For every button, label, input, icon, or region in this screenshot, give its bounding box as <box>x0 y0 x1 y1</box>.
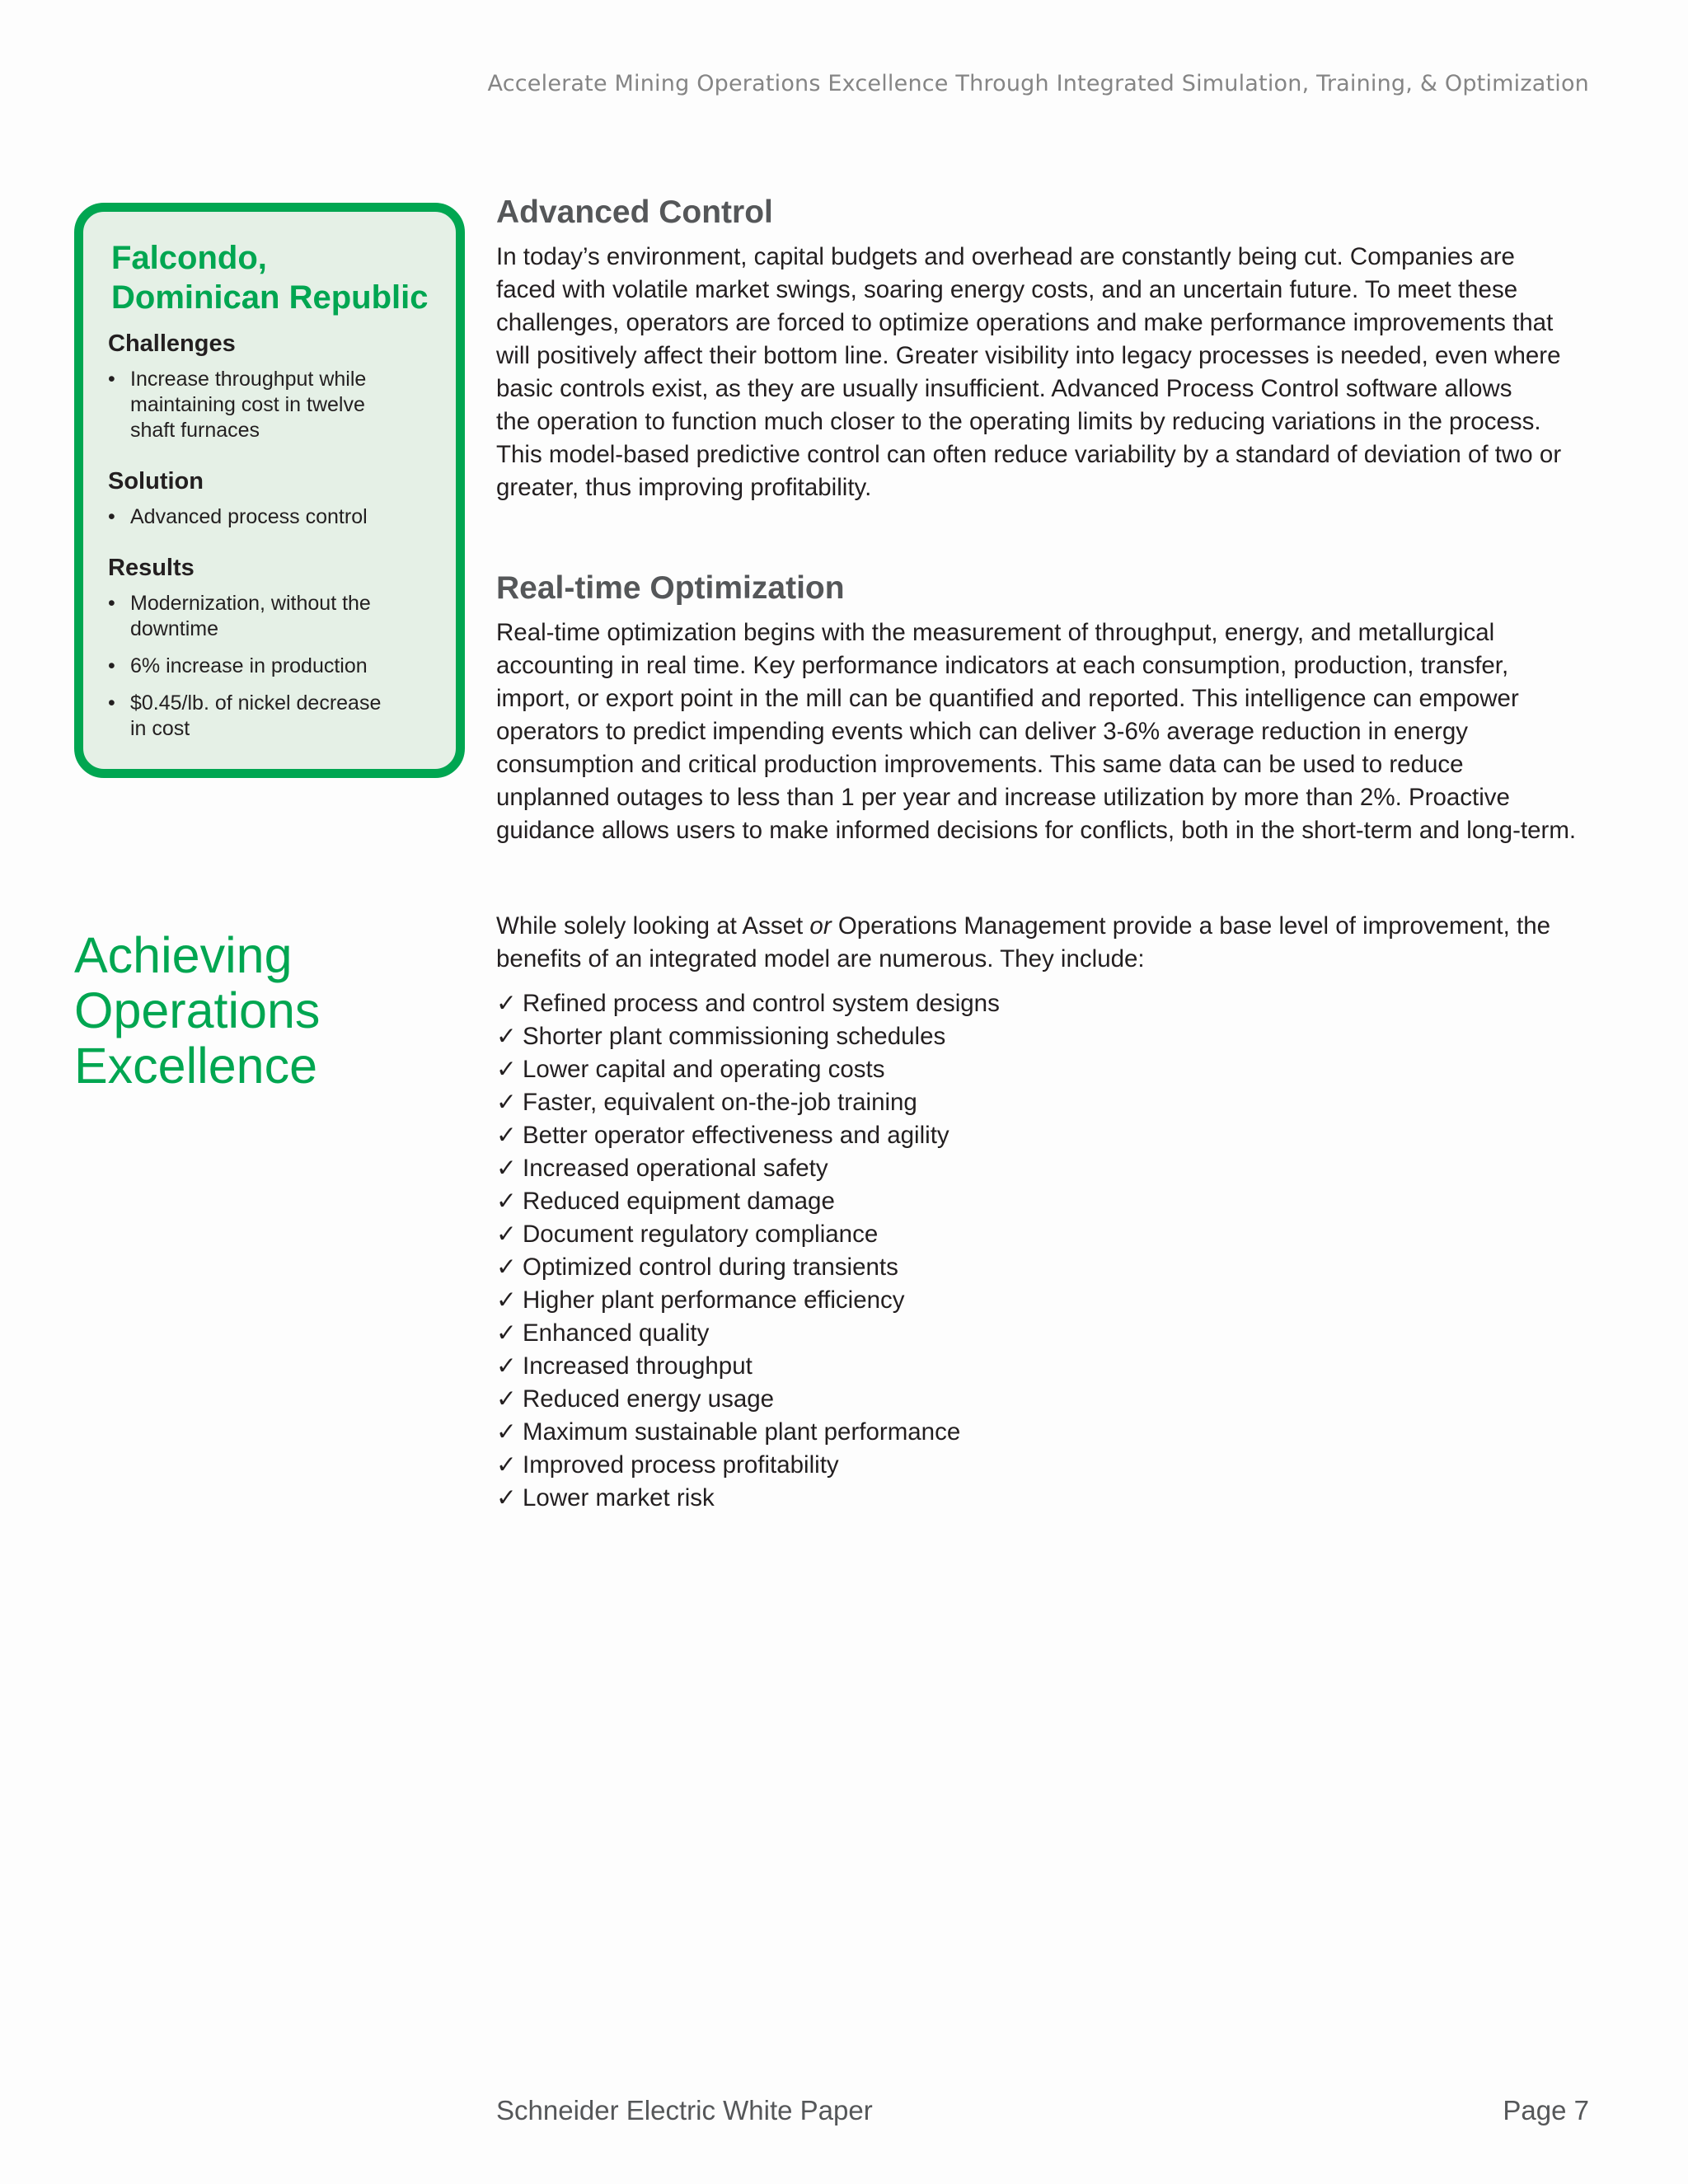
challenges-heading: Challenges <box>108 330 236 357</box>
section-title: Advanced Control <box>496 194 773 230</box>
benefit-item <box>496 1482 1592 1515</box>
list-item: • Increase throughput while maintaining cost in twelve shaft furnaces <box>108 367 439 443</box>
list-item: • Modernization, without the downtime <box>108 591 439 642</box>
benefit-item <box>496 1185 1592 1218</box>
benefit-text: Increased operational safety <box>523 1155 828 1182</box>
benefit-item <box>496 1119 1592 1152</box>
paragraph: In today’s environment, capital budgets and overhead are constantly being cut. Companies are faced with volatile market swings, soaring energy costs, and an uncertain future. To meet these challenges, operators are forced to optimize operations and make performance improvements that will positively affect their bottom line. Greater visibility into legacy processes is needed, even where basic controls exist, as they are usually insufficient. Advanced Process Control software allows the operation to function much closer to the operating limits by reducing variations in the process. This model-based predictive control can often reduce variability by a standard of deviation of two or greater, thus improving profitability. <box>496 243 1562 501</box>
list-item: • $0.45/lb. of nickel decrease in cost <box>108 691 439 742</box>
solution-list <box>108 504 439 530</box>
benefit-item <box>496 1053 1592 1086</box>
checkmark-icon: ✓ <box>496 1056 517 1083</box>
list-item: • 6% increase in production <box>108 654 439 679</box>
results-list <box>108 591 439 742</box>
benefit-text: Higher plant performance efficiency <box>523 1286 905 1314</box>
benefit-item <box>496 1020 1592 1053</box>
benefit-item <box>496 1218 1592 1251</box>
checkmark-icon: ✓ <box>496 1319 517 1347</box>
benefit-item <box>496 1317 1592 1350</box>
benefit-text: Improved process profitability <box>523 1451 839 1479</box>
case-study-box <box>74 203 465 778</box>
benefit-text: Reduced energy usage <box>523 1385 775 1413</box>
checkmark-icon: ✓ <box>496 1451 517 1479</box>
benefit-item <box>496 1284 1592 1317</box>
checkmark-icon: ✓ <box>496 1484 517 1511</box>
benefit-text: Maximum sustainable plant performance <box>523 1418 961 1446</box>
checkmark-icon: ✓ <box>496 1418 517 1446</box>
list-item: • Advanced process control <box>108 504 439 530</box>
integrated-model-section <box>496 910 1592 1515</box>
benefit-text: Refined process and control system designs <box>523 990 1000 1017</box>
results-heading: Results <box>108 555 195 581</box>
benefits-list <box>496 987 1592 1515</box>
checkmark-icon: ✓ <box>496 1221 517 1248</box>
checkmark-icon: ✓ <box>496 1254 517 1281</box>
benefit-item <box>496 1416 1592 1449</box>
benefit-item <box>496 1152 1592 1185</box>
side-heading: Achieving Operations Excellence <box>74 927 321 1094</box>
solution-heading: Solution <box>108 468 204 494</box>
benefit-text: Lower market risk <box>523 1484 715 1511</box>
checkmark-icon: ✓ <box>496 1188 517 1215</box>
main-column <box>496 193 1592 1515</box>
benefit-text: Document regulatory compliance <box>523 1221 879 1248</box>
benefit-text: Faster, equivalent on-the-job training <box>523 1089 917 1116</box>
benefit-text: Reduced equipment damage <box>523 1188 835 1215</box>
benefit-text: Optimized control during transients <box>523 1254 898 1281</box>
footer-publisher: Schneider Electric White Paper <box>496 2095 873 2125</box>
benefit-item <box>496 1449 1592 1482</box>
benefit-text: Better operator effectiveness and agility <box>523 1122 950 1149</box>
paragraph: Real-time optimization begins with the measurement of throughput, energy, and metallurgical accounting in real time. Key performance indicators at each consumption, production, transfer, import, or export point in the mill can be quantified and reported. This intelligence can empower operators to predict impending events which can deliver 3-6% average reduction in energy consumption and critical production improvements. This same data can be used to reduce unplanned outages to less than 1 per year and increase utilization by more than 2%. Proactive guidance allows users to make informed decisions for conflicts, both in the short-term and long-term. <box>496 619 1577 844</box>
checkmark-icon: ✓ <box>496 1089 517 1116</box>
running-header: Accelerate Mining Operations Excellence Through Integrated Simulation, Training, & Optimization <box>487 71 1589 96</box>
challenges-list <box>108 367 439 443</box>
checkmark-icon: ✓ <box>496 1155 517 1182</box>
checkmark-icon: ✓ <box>496 990 517 1017</box>
benefit-text: Increased throughput <box>523 1352 753 1380</box>
benefit-text: Lower capital and operating costs <box>523 1056 885 1083</box>
checkmark-icon: ✓ <box>496 1122 517 1149</box>
checkmark-icon: ✓ <box>496 1023 517 1050</box>
benefit-item <box>496 1086 1592 1119</box>
case-study-title: Falcondo, Dominican Republic <box>111 240 429 316</box>
benefit-item <box>496 987 1592 1020</box>
benefit-item <box>496 1350 1592 1383</box>
page-number: Page 7 <box>1503 2095 1589 2125</box>
realtime-optimization-section <box>496 569 1592 847</box>
benefit-text: Enhanced quality <box>523 1319 710 1347</box>
benefit-item <box>496 1383 1592 1416</box>
benefit-text: Shorter plant commissioning schedules <box>523 1023 946 1050</box>
section-title: Real-time Optimization <box>496 570 845 606</box>
checkmark-icon: ✓ <box>496 1385 517 1413</box>
advanced-control-section <box>496 193 1592 504</box>
checkmark-icon: ✓ <box>496 1286 517 1314</box>
intro-paragraph: While solely looking at Asset or Operations Management provide a base level of improvement, the benefits of an integrated model are numerous. They include: <box>496 912 1551 972</box>
benefit-item <box>496 1251 1592 1284</box>
checkmark-icon: ✓ <box>496 1352 517 1380</box>
